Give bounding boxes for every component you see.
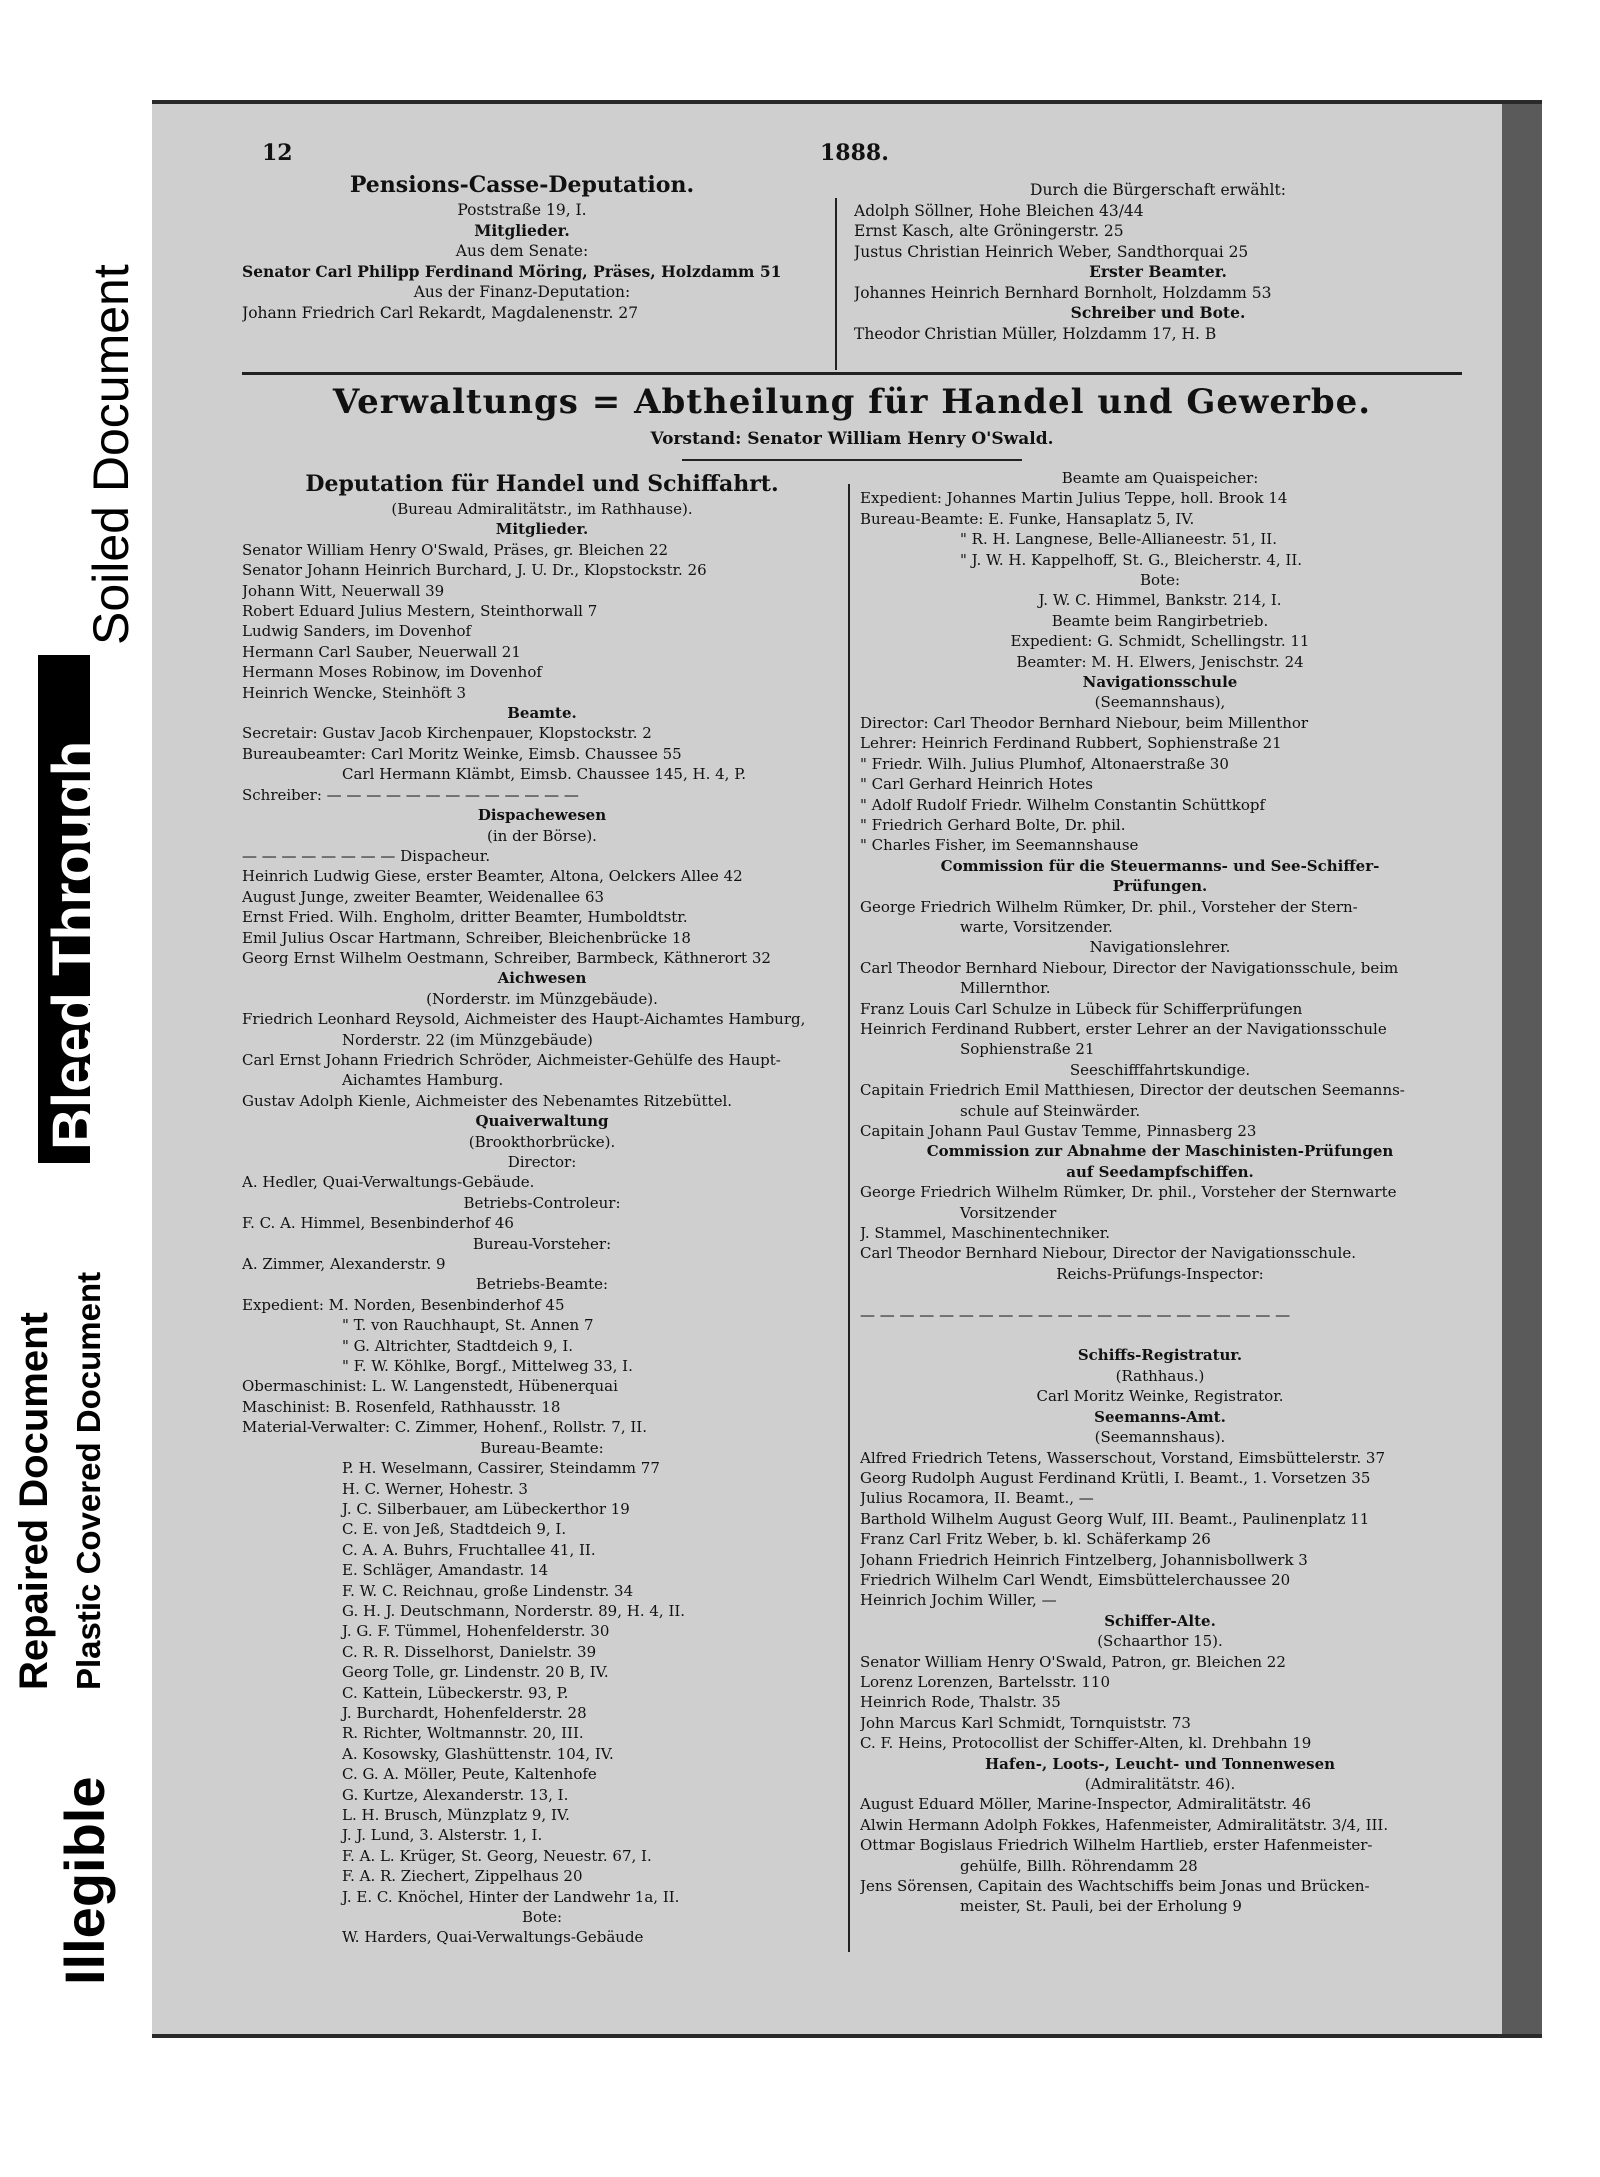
left-col-line: Expedient: M. Norden, Besenbinderhof 45 <box>242 1295 565 1314</box>
section-pensions-casse <box>242 170 802 323</box>
right-col-line: Lorenz Lorenzen, Bartelsstr. 110 <box>860 1672 1110 1691</box>
left-col-line: — — — — — — — — Dispacheur. <box>242 846 491 865</box>
right-col-line: Prüfungen. <box>1112 877 1208 896</box>
left-col-line: Heinrich Ludwig Giese, erster Beamter, Altona, Oelckers Allee 42 <box>242 867 743 886</box>
left-col-line: W. Harders, Quai-Verwaltungs-Gebäude <box>342 1928 644 1947</box>
right-col-line: Carl Theodor Bernhard Niebour, Director der Navigationsschule. <box>860 1244 1356 1263</box>
right-col-line: Lehrer: Heinrich Ferdinand Rubbert, Sophienstraße 21 <box>860 734 1282 753</box>
page-content <box>242 140 1462 2004</box>
left-col-line: Aichamtes Hamburg. <box>342 1071 504 1090</box>
right-column <box>860 468 1460 1917</box>
left-col-line: " F. W. Köhlke, Borgf., Mittelweg 33, I. <box>342 1357 633 1376</box>
right-col-line: Julius Rocamora, II. Beamt., — <box>860 1489 1094 1508</box>
page-edge <box>1502 104 1542 2034</box>
right-col-line: John Marcus Karl Schmidt, Tornquiststr. 73 <box>860 1713 1191 1732</box>
left-col-line: C. Kattein, Lübeckerstr. 93, P. <box>342 1683 569 1702</box>
right-col-line: — — — — — — — — — — — — — — — — — — — — — — <box>860 1305 1291 1324</box>
right-col-line: Capitain Friedrich Emil Matthiesen, Director der deutschen Seemanns- <box>860 1081 1405 1100</box>
right-col-line: Schiffer-Alte. <box>1104 1611 1216 1630</box>
right-col-line: Beamte am Quaispeicher: <box>1061 469 1259 487</box>
left-col-line: (Norderstr. im Münzgebäude). <box>426 989 658 1008</box>
right-col-line: meister, St. Pauli, bei der Erholung 9 <box>960 1897 1242 1916</box>
right-col-line: George Friedrich Wilhelm Rümker, Dr. phil., Vorsteher der Stern- <box>860 897 1358 916</box>
left-col-line: Secretair: Gustav Jacob Kirchenpauer, Klopstockstr. 2 <box>242 724 652 743</box>
top-left-line: Pensions-Casse-Deputation. <box>349 172 695 198</box>
left-col-line: Carl Ernst Johann Friedrich Schröder, Aichmeister-Gehülfe des Haupt- <box>242 1050 781 1069</box>
right-col-line: Hafen-, Loots-, Leucht- und Tonnenwesen <box>984 1754 1336 1773</box>
top-right-line: Johannes Heinrich Bernhard Bornholt, Holzdamm 53 <box>854 283 1272 302</box>
left-col-line: C. A. A. Buhrs, Fruchtallee 41, II. <box>342 1540 596 1559</box>
left-col-line: Betriebs-Controleur: <box>463 1193 621 1212</box>
right-col-line: " Adolf Rudolf Friedr. Wilhelm Constantin Schüttkopf <box>860 795 1266 814</box>
right-col-line: Capitain Johann Paul Gustav Temme, Pinnasberg 23 <box>860 1122 1257 1140</box>
left-col-line: F. C. A. Himmel, Besenbinderhof 46 <box>242 1214 514 1233</box>
right-col-line: Reichs-Prüfungs-Inspector: <box>1056 1264 1264 1283</box>
left-col-line: E. Schläger, Amandastr. 14 <box>342 1561 549 1580</box>
right-col-line: " Charles Fisher, im Seemannshause <box>860 836 1139 855</box>
left-col-line: J. C. Silberbauer, am Lübeckerthor 19 <box>342 1499 630 1518</box>
label-bleed: Bleed Through <box>41 740 106 1150</box>
right-col-line: Franz Louis Carl Schulze in Lübeck für Schifferprüfungen <box>860 999 1303 1018</box>
left-col-line: Senator Johann Heinrich Burchard, J. U. Dr., Klopstockstr. 26 <box>242 561 707 580</box>
left-col-line: J. J. Lund, 3. Alsterstr. 1, I. <box>342 1826 543 1845</box>
left-col-line: L. H. Brusch, Münzplatz 9, IV. <box>342 1806 570 1824</box>
left-col-line: F. W. C. Reichnau, große Lindenstr. 34 <box>342 1581 634 1600</box>
left-col-line: Emil Julius Oscar Hartmann, Schreiber, Bleichenbrücke 18 <box>242 928 691 947</box>
right-col-line: Friedrich Wilhelm Carl Wendt, Eimsbüttelerchaussee 20 <box>860 1570 1291 1589</box>
left-col-line: Obermaschinist: L. W. Langenstedt, Hübenerquai <box>242 1377 618 1396</box>
left-col-line: Ludwig Sanders, im Dovenhof <box>242 622 472 641</box>
right-col-line: " Friedr. Wilh. Julius Plumhof, Altonaerstraße 30 <box>860 754 1229 773</box>
left-col-line: Bureaubeamter: Carl Moritz Weinke, Eimsb. Chaussee 55 <box>242 744 682 763</box>
right-col-line: Alfred Friedrich Tetens, Wasserschout, Vorstand, Eimsbüttelerstr. 37 <box>860 1448 1385 1467</box>
right-col-line: Beamte beim Rangirbetrieb. <box>1051 611 1269 630</box>
right-col-line: Navigationsschule <box>1082 673 1238 692</box>
top-right-line: Justus Christian Heinrich Weber, Sandthorquai 25 <box>854 242 1249 261</box>
left-col-line: G. H. J. Deutschmann, Norderstr. 89, H. 4, II. <box>342 1601 686 1620</box>
left-col-line: J. G. F. Tümmel, Hohenfelderstr. 30 <box>342 1622 610 1641</box>
left-col-line: Georg Ernst Wilhelm Oestmann, Schreiber, Barmbeck, Käthnerort 32 <box>242 948 771 967</box>
left-col-line: (in der Börse). <box>487 826 597 845</box>
right-col-line: Georg Rudolph August Ferdinand Krütli, I. Beamt., 1. Vorsetzen 35 <box>860 1468 1371 1487</box>
left-col-line: Betriebs-Beamte: <box>475 1275 609 1294</box>
top-left-line: Senator Carl Philipp Ferdinand Möring, Präses, Holzdamm 51 <box>242 261 782 281</box>
left-col-line: Maschinist: B. Rosenfeld, Rathhausstr. 18 <box>242 1397 561 1416</box>
right-col-line: Bureau-Beamte: E. Funke, Hansaplatz 5, IV. <box>860 509 1195 528</box>
top-right-line: Schreiber und Bote. <box>1070 303 1246 322</box>
right-col-line: (Schaarthor 15). <box>1097 1632 1223 1651</box>
left-col-line: Deputation für Handel und Schiffahrt. <box>305 471 779 497</box>
section-buergerschaft <box>854 180 1462 344</box>
left-col-line: Aichwesen <box>497 969 587 988</box>
right-col-line: Bote: <box>1139 571 1180 590</box>
top-left-line: Aus der Finanz-Deputation: <box>413 283 631 301</box>
right-col-line: J. Stammel, Maschinentechniker. <box>860 1224 1111 1243</box>
left-col-line: Director: <box>507 1153 577 1171</box>
right-col-line: Jens Sörensen, Capitain des Wachtschiffs beim Jonas und Brücken- <box>860 1877 1370 1896</box>
left-col-line: C. E. von Jeß, Stadtdeich 9, I. <box>342 1520 567 1539</box>
right-col-line: Schiffs-Registratur. <box>1077 1346 1243 1365</box>
right-col-line: Senator William Henry O'Swald, Patron, gr. Bleichen 22 <box>860 1652 1286 1671</box>
left-col-line: (Bureau Admiralitätstr., im Rathhause). <box>391 500 693 518</box>
right-col-line: (Admiralitätstr. 46). <box>1084 1775 1236 1793</box>
right-col-line: (Seemannshaus), <box>1094 693 1226 712</box>
right-col-line: " J. W. H. Kappelhoff, St. G., Bleicherstr. 4, II. <box>960 550 1303 569</box>
left-col-line: Hermann Carl Sauber, Neuerwall 21 <box>242 642 521 661</box>
right-col-line: Expedient: G. Schmidt, Schellingstr. 11 <box>1010 632 1310 651</box>
left-col-line: Gustav Adolph Kienle, Aichmeister des Nebenamtes Ritzebüttel. <box>242 1091 733 1110</box>
right-col-line: Expedient: Johannes Martin Julius Teppe, holl. Brook 14 <box>860 489 1288 508</box>
label-soiled: Soiled Document <box>83 264 139 645</box>
left-col-line: Hermann Moses Robinow, im Dovenhof <box>242 663 542 682</box>
left-col-line: Senator William Henry O'Swald, Präses, gr. Bleichen 22 <box>242 540 669 559</box>
right-col-line: Seeschifffahrtskundige. <box>1069 1060 1251 1079</box>
right-col-line: Alwin Hermann Adolph Fokkes, Hafenmeister, Admiralitätstr. 3/4, III. <box>860 1815 1389 1834</box>
right-col-line: Sophienstraße 21 <box>960 1040 1095 1059</box>
right-col-line: gehülfe, Billh. Röhrendamm 28 <box>960 1856 1198 1875</box>
left-col-line: " G. Altrichter, Stadtdeich 9, I. <box>342 1336 574 1355</box>
left-col-line: J. Burchardt, Hohenfelderstr. 28 <box>342 1703 587 1722</box>
right-col-line: Millernthor. <box>960 979 1051 998</box>
right-col-line <box>860 1325 1460 1345</box>
page-number: 12 <box>262 140 293 166</box>
left-col-line: F. A. L. Krüger, St. Georg, Neuestr. 67, I. <box>342 1846 652 1865</box>
right-col-line: Carl Moritz Weinke, Registrator. <box>1036 1387 1284 1406</box>
top-right-line: Adolph Söllner, Hohe Bleichen 43/44 <box>854 201 1144 220</box>
main-title: Verwaltungs = Abtheilung für Handel und Gewerbe. <box>332 382 1372 422</box>
left-column <box>242 469 842 1948</box>
left-col-line: J. E. C. Knöchel, Hinter der Landwehr 1a, II. <box>342 1887 680 1906</box>
left-col-line: Ernst Fried. Wilh. Engholm, dritter Beamter, Humboldtstr. <box>242 908 688 927</box>
left-col-line: Schreiber: — — — — — — — — — — — — — <box>242 785 579 804</box>
column-divider-top <box>835 198 837 370</box>
left-col-line: P. H. Weselmann, Cassirer, Steindamm 77 <box>342 1459 660 1478</box>
label-repaired: Repaired Document <box>12 1312 56 1690</box>
top-left-line: Mitglieder. <box>474 220 570 240</box>
right-col-line: auf Seedampfschiffen. <box>1066 1162 1254 1181</box>
left-col-line: Robert Eduard Julius Mestern, Steinthorwall 7 <box>242 602 598 621</box>
left-col-line: Beamte. <box>507 704 577 723</box>
header-rule <box>242 372 1462 375</box>
left-col-line: Quaiverwaltung <box>475 1112 609 1131</box>
title-underline <box>682 459 1022 461</box>
top-left-line: Poststraße 19, I. <box>457 201 587 219</box>
right-col-line: Ottmar Bogislaus Friedrich Wilhelm Hartlieb, erster Hafenmeister- <box>860 1836 1373 1855</box>
vorstand-line: Vorstand: Senator William Henry O'Swald. <box>650 429 1054 449</box>
column-divider-main <box>848 484 850 1952</box>
left-col-line: Bureau-Vorsteher: <box>472 1234 612 1253</box>
scanned-page <box>152 100 1542 2038</box>
right-col-line: August Eduard Möller, Marine-Inspector, Admiralitätstr. 46 <box>860 1795 1312 1814</box>
left-col-line: C. G. A. Möller, Peute, Kaltenhofe <box>342 1765 597 1784</box>
right-col-line: J. W. C. Himmel, Bankstr. 214, I. <box>1038 591 1282 610</box>
right-col-line: Heinrich Rode, Thalstr. 35 <box>860 1693 1061 1712</box>
left-col-line: " T. von Rauchhaupt, St. Annen 7 <box>342 1316 594 1335</box>
top-right-line: Ernst Kasch, alte Gröningerstr. 25 <box>854 222 1124 240</box>
left-col-line: A. Hedler, Quai-Verwaltungs-Gebäude. <box>242 1173 535 1192</box>
right-col-line: (Seemannshaus). <box>1094 1428 1226 1447</box>
right-col-line: " R. H. Langnese, Belle-Allianeestr. 51, II. <box>960 530 1277 549</box>
side-labels <box>0 0 150 2177</box>
left-col-line: Material-Verwalter: C. Zimmer, Hohenf., Rollstr. 7, II. <box>242 1418 647 1437</box>
left-col-line: Carl Hermann Klämbt, Eimsb. Chaussee 145, H. 4, P. <box>342 765 747 784</box>
right-col-line: Commission für die Steuermanns- und See-Schiffer- <box>940 856 1380 875</box>
right-col-line: Director: Carl Theodor Bernhard Niebour, beim Millenthor <box>860 713 1309 732</box>
left-col-line: C. R. R. Disselhorst, Danielstr. 39 <box>342 1642 597 1661</box>
left-col-line: (Brookthorbrücke). <box>468 1132 616 1151</box>
right-col-line: Carl Theodor Bernhard Niebour, Director der Navigationsschule, beim <box>860 958 1399 977</box>
right-col-line: Barthold Wilhelm August Georg Wulf, III. Beamt., Paulinenplatz 11 <box>860 1509 1370 1528</box>
right-col-line: Franz Carl Fritz Weber, b. kl. Schäferkamp 26 <box>860 1530 1211 1549</box>
right-col-line: George Friedrich Wilhelm Rümker, Dr. phil., Vorsteher der Sternwarte <box>860 1183 1397 1202</box>
right-col-line: Vorsitzender <box>960 1203 1057 1222</box>
label-illegible: Illegible <box>53 1776 116 1985</box>
right-col-line: Beamter: M. H. Elwers, Jenischstr. 24 <box>1016 652 1304 671</box>
right-col-line: Heinrich Jochim Willer, — <box>860 1591 1057 1610</box>
left-col-line: Johann Witt, Neuerwall 39 <box>242 581 445 600</box>
right-col-line: C. F. Heins, Protocollist der Schiffer-Alten, kl. Drehbahn 19 <box>860 1734 1312 1753</box>
right-col-line: " Carl Gerhard Heinrich Hotes <box>860 775 1093 794</box>
right-col-line: Johann Friedrich Heinrich Fintzelberg, Johannisbollwerk 3 <box>860 1550 1308 1569</box>
left-col-line: August Junge, zweiter Beamter, Weidenallee 63 <box>242 887 605 906</box>
right-col-line: Navigationslehrer. <box>1089 938 1231 957</box>
right-col-line: schule auf Steinwärder. <box>960 1101 1141 1120</box>
left-col-line: Norderstr. 22 (im Münzgebäude) <box>342 1030 593 1049</box>
label-plastic: Plastic Covered Document <box>70 1271 107 1690</box>
left-col-line: Mitglieder. <box>495 520 589 539</box>
page-year: 1888. <box>820 140 889 166</box>
left-col-line: F. A. R. Ziechert, Zippelhaus 20 <box>342 1867 583 1886</box>
left-col-line: Dispachewesen <box>477 806 607 825</box>
top-right-line: Erster Beamter. <box>1089 262 1227 281</box>
top-left-line: Johann Friedrich Carl Rekardt, Magdalenenstr. 27 <box>242 303 639 322</box>
left-col-line: R. Richter, Woltmannstr. 20, III. <box>342 1724 584 1743</box>
right-col-line: Commission zur Abnahme der Maschinisten-Prüfungen <box>926 1142 1394 1161</box>
right-col-line: Heinrich Ferdinand Rubbert, erster Lehrer an der Navigationsschule <box>860 1019 1387 1038</box>
left-col-line: A. Zimmer, Alexanderstr. 9 <box>242 1255 446 1274</box>
left-col-line: G. Kurtze, Alexanderstr. 13, I. <box>342 1785 569 1804</box>
left-col-line: Bote: <box>521 1908 562 1927</box>
left-col-line: A. Kosowsky, Glashüttenstr. 104, IV. <box>342 1744 614 1763</box>
right-col-line <box>860 1284 1460 1304</box>
left-col-line: H. C. Werner, Hohestr. 3 <box>342 1479 528 1498</box>
left-col-line: Georg Tolle, gr. Lindenstr. 20 B, IV. <box>342 1663 609 1682</box>
left-col-line: Bureau-Beamte: <box>480 1438 604 1457</box>
right-col-line: warte, Vorsitzender. <box>960 917 1113 936</box>
top-right-line: Theodor Christian Müller, Holzdamm 17, H. B <box>854 324 1217 343</box>
left-col-line: Friedrich Leonhard Reysold, Aichmeister des Haupt-Aichamtes Hamburg, <box>242 1010 806 1029</box>
right-col-line: (Rathhaus.) <box>1115 1366 1205 1385</box>
top-right-line: Durch die Bürgerschaft erwählt: <box>1030 181 1286 199</box>
right-col-line: Seemanns-Amt. <box>1094 1407 1226 1426</box>
top-left-line: Aus dem Senate: <box>455 242 589 260</box>
right-col-line: " Friedrich Gerhard Bolte, Dr. phil. <box>860 815 1126 834</box>
left-col-line: Heinrich Wencke, Steinhöft 3 <box>242 683 467 702</box>
